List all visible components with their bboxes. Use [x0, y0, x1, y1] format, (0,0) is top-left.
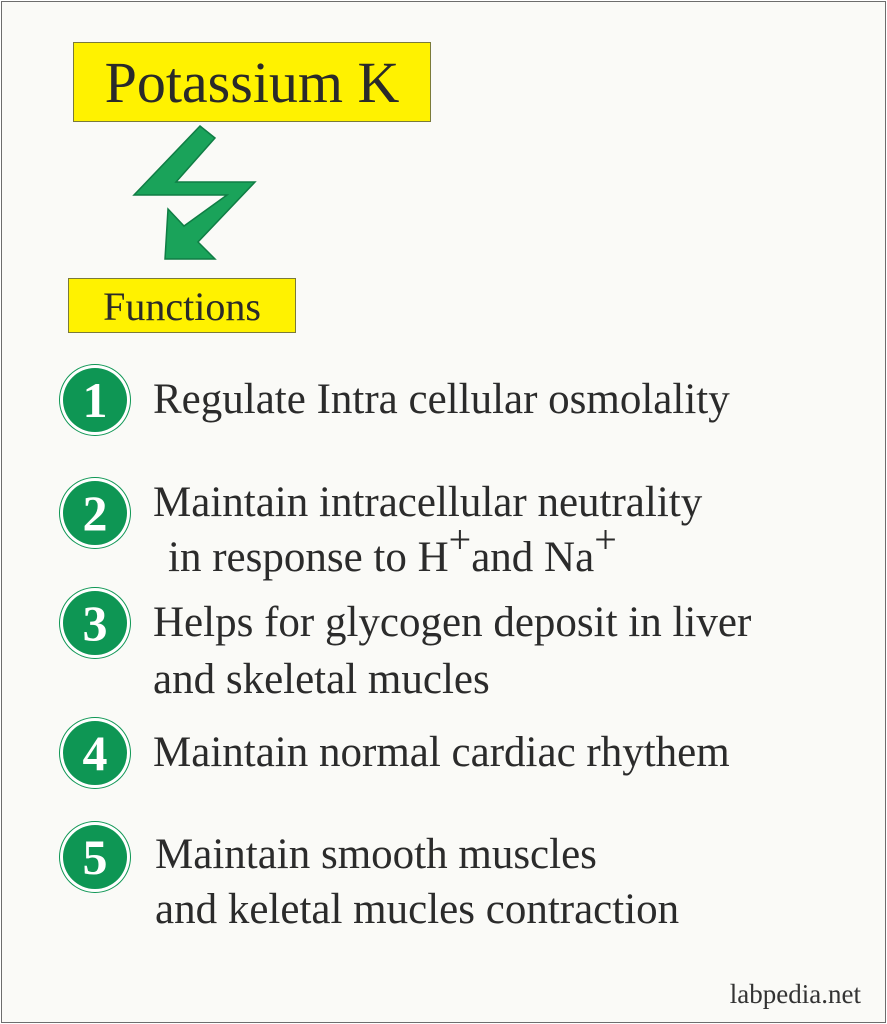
item-2-text-b: and Na [471, 534, 595, 581]
item-3-line-1: Helps for glycogen deposit in liver [153, 599, 752, 646]
title-box: Potassium K [73, 42, 431, 122]
item-5-line-1: Maintain smooth muscles [155, 831, 597, 878]
number-badge-4: 4 [60, 718, 130, 788]
functions-box: Functions [68, 278, 296, 333]
zigzag-arrow-icon [120, 122, 270, 267]
item-2-line-1: Maintain intracellular neutrality [153, 479, 703, 526]
item-2-text-a: in response to H [168, 534, 449, 581]
item-3-line-2: and skeletal mucles [153, 656, 490, 703]
item-2-line-2 [168, 517, 617, 583]
item-4-line-1: Maintain normal cardiac rhythem [153, 729, 730, 776]
item-2-sup-2: + [594, 517, 617, 562]
number-badge-5: 5 [60, 822, 130, 892]
number-badge-1: 1 [60, 365, 130, 435]
item-5-line-2: and keletal mucles contraction [155, 886, 680, 933]
number-badge-3: 3 [60, 588, 130, 658]
item-1-line-1: Regulate Intra cellular osmolality [153, 376, 730, 423]
source-credit: labpedia.net [729, 979, 861, 1009]
number-badge-2: 2 [60, 478, 130, 548]
item-2-sup-1: + [448, 517, 472, 562]
